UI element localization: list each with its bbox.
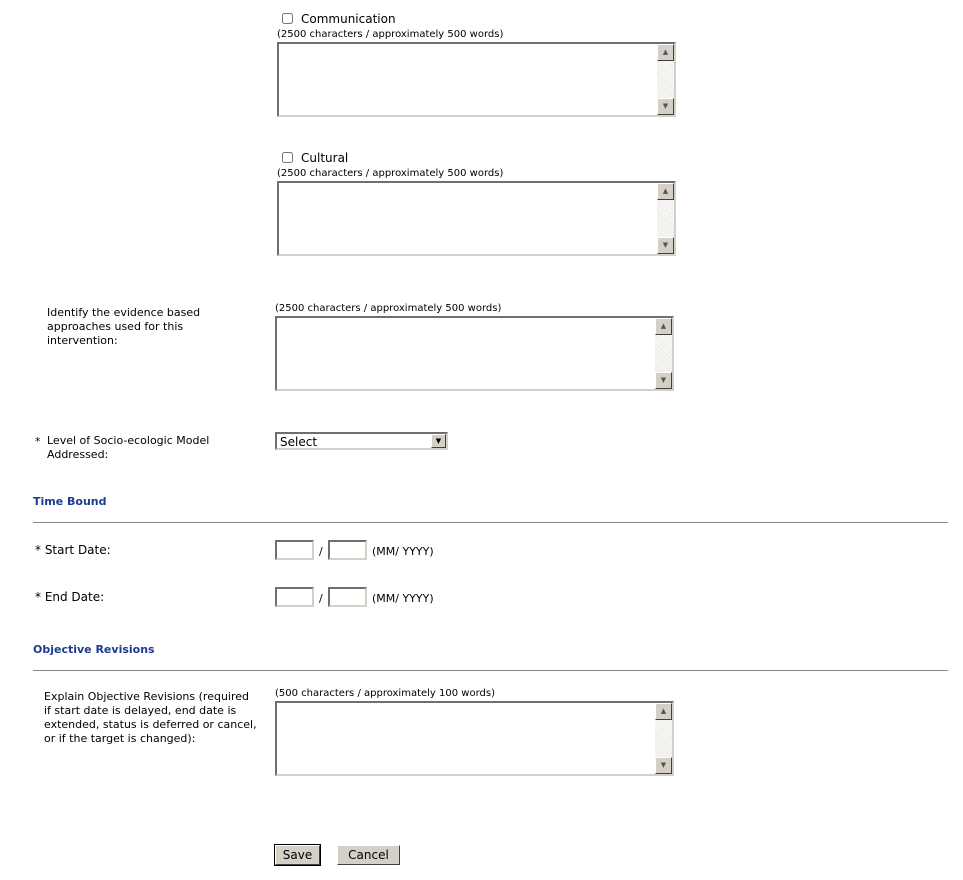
time-bound-heading: Time Bound [33, 495, 107, 508]
communication-input[interactable] [279, 44, 657, 115]
revisions-textarea[interactable] [275, 701, 674, 776]
scroll-up-icon[interactable]: ▲ [655, 318, 672, 335]
scroll-down-icon[interactable]: ▼ [655, 757, 672, 774]
evidence-input[interactable] [277, 318, 655, 389]
cultural-checkbox[interactable] [282, 152, 293, 163]
end-date-label: * End Date: [35, 590, 105, 604]
scroll-up-icon[interactable]: ▲ [657, 183, 674, 200]
date-slash: / [319, 592, 323, 605]
evidence-label: Identify the evidence based approaches used for this intervention: [47, 306, 201, 347]
cultural-textarea[interactable] [277, 181, 676, 256]
date-slash: / [319, 545, 323, 558]
scrollbar[interactable] [657, 44, 674, 115]
communication-label: Communication [301, 12, 396, 26]
scrollbar[interactable] [655, 318, 672, 389]
cancel-button[interactable]: Cancel [337, 845, 400, 865]
revisions-hint: (500 characters / approximately 100 words) [275, 688, 495, 699]
save-button[interactable]: Save [275, 845, 320, 865]
divider [33, 670, 948, 671]
required-marker: * [35, 435, 41, 448]
revisions-input[interactable] [277, 703, 655, 774]
cultural-label: Cultural [301, 151, 349, 165]
start-date-label: * Start Date: [35, 543, 111, 557]
date-format-hint: (MM/ YYYY) [372, 592, 434, 605]
start-year-input[interactable] [328, 540, 367, 560]
scroll-down-icon[interactable]: ▼ [655, 372, 672, 389]
cultural-input[interactable] [279, 183, 657, 254]
divider [33, 522, 948, 523]
scroll-up-icon[interactable]: ▲ [657, 44, 674, 61]
communication-checkbox[interactable] [282, 13, 293, 24]
cultural-hint: (2500 characters / approximately 500 words) [277, 168, 504, 179]
chevron-down-icon[interactable]: ▼ [431, 434, 446, 448]
scrollbar[interactable] [655, 703, 672, 774]
revisions-label: Explain Objective Revisions (required if start date is delayed, end date is extended, status is deferred or cancel, or if the target is changed): [44, 690, 257, 745]
end-month-input[interactable] [275, 587, 314, 607]
objective-revisions-heading: Objective Revisions [33, 643, 155, 656]
socio-label: Level of Socio-ecologic Model Addressed: [47, 434, 210, 461]
scroll-down-icon[interactable]: ▼ [657, 237, 674, 254]
scroll-down-icon[interactable]: ▼ [657, 98, 674, 115]
end-year-input[interactable] [328, 587, 367, 607]
scroll-up-icon[interactable]: ▲ [655, 703, 672, 720]
evidence-textarea[interactable] [275, 316, 674, 391]
start-month-input[interactable] [275, 540, 314, 560]
scrollbar[interactable] [657, 183, 674, 254]
socio-selected: Select [280, 435, 318, 449]
evidence-hint: (2500 characters / approximately 500 words) [275, 303, 502, 314]
communication-hint: (2500 characters / approximately 500 words) [277, 29, 504, 40]
communication-textarea[interactable] [277, 42, 676, 117]
date-format-hint: (MM/ YYYY) [372, 545, 434, 558]
socio-select[interactable] [275, 432, 448, 450]
